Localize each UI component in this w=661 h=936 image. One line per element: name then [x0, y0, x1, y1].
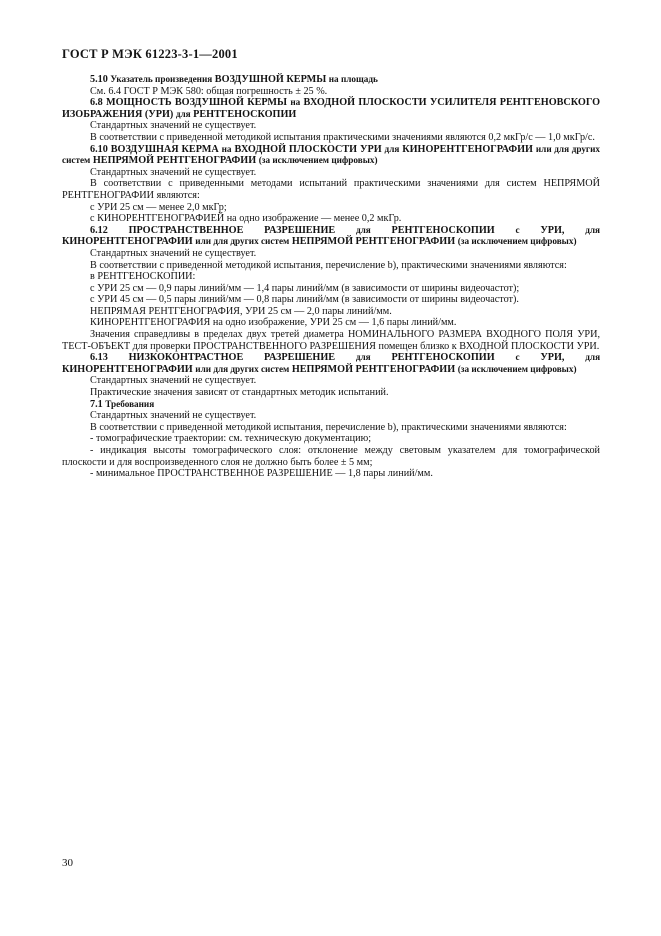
paragraph: КИНОРЕНТГЕНОГРАФИЯ на одно изображение, УРИ 25 см — 1,6 пары линий/мм.: [90, 317, 457, 329]
paragraph: Стандартных значений не существует.: [90, 375, 257, 387]
section-heading-6-8: 6.8 МОЩНОСТЬ ВОЗДУШНОЙ КЕРМЫ на ВХОДНОЙ ПЛОСКОСТИ УСИЛИТЕЛЯ РЕНТГЕНОВСКОГО ИЗОБРАЖЕНИЯ (УРИ) для РЕНТГЕНОСКОПИИ: [62, 97, 600, 120]
document-body: [62, 74, 600, 480]
page-number: 30: [62, 857, 73, 869]
list-item: - минимальное ПРОСТРАНСТВЕННОЕ РАЗРЕШЕНИЕ — 1,8 пары линий/мм.: [90, 468, 433, 480]
paragraph: В соответствии с приведенной методикой испытания, перечисление b), практическими значениями являются:: [90, 421, 567, 433]
paragraph: Практические значения зависят от стандартных методик испытаний.: [90, 387, 389, 399]
list-item: - индикация высоты томографического слоя: отклонение между световым указателем для томографической плоскости и для воспроизведенного слоя не должно быть более ± 5 мм;: [62, 445, 600, 468]
paragraph: Стандартных значений не существует.: [90, 166, 257, 178]
paragraph: В соответствии с приведенной методикой испытания практическими значениями являются 0,2 мкГр/с — 1,0 мкГр/с.: [90, 131, 595, 143]
paragraph: с КИНОРЕНТГЕНОГРАФИЕЙ на одно изображение — менее 0,2 мкГр.: [90, 213, 402, 225]
paragraph: с УРИ 25 см — 0,9 пары линий/мм — 1,4 пары линий/мм (в зависимости от ширины видеочастот);: [90, 282, 520, 294]
section-heading-6-13: 6.13 НИЗКОКОНТРАСТНОЕ РАЗРЕШЕНИЕ для РЕНТГЕНОСКОПИИ с УРИ, для КИНОРЕНТГЕНОГРАФИИ или для других систем НЕПРЯМОЙ РЕНТГЕНОГРАФИИ (за исключением цифровых): [62, 352, 601, 375]
section-heading-5-10: 5.10 Указатель произведения ВОЗДУШНОЙ КЕРМЫ на площадь: [90, 74, 378, 85]
list-item: - томографические траектории: см. техническую документацию;: [90, 433, 372, 445]
section-heading-6-10: 6.10 ВОЗДУШНАЯ КЕРМА на ВХОДНОЙ ПЛОСКОСТИ УРИ для КИНОРЕНТГЕНОГРАФИИ или для других систем НЕПРЯМОЙ РЕНТГЕНОГРАФИИ (за исключением цифровых): [62, 143, 600, 167]
paragraph: См. 6.4 ГОСТ Р МЭК 580: общая погрешность ± 25 %.: [90, 85, 328, 97]
paragraph: В соответствии с приведенной методикой испытания, перечисление b), практическими значениями являются:: [90, 259, 567, 271]
paragraph: Стандартных значений не существует.: [90, 410, 257, 422]
paragraph: НЕПРЯМАЯ РЕНТГЕНОГРАФИЯ, УРИ 25 см — 2,0 пары линий/мм.: [90, 305, 392, 317]
paragraph: В соответствии с приведенными методами испытаний практическими значениями для систем НЕПРЯМОЙ РЕНТГЕНОГРАФИИ являются:: [62, 178, 600, 201]
paragraph: Стандартных значений не существует.: [90, 247, 257, 259]
paragraph: в РЕНТГЕНОСКОПИИ:: [90, 271, 196, 283]
paragraph: Стандартных значений не существует.: [90, 120, 257, 132]
section-heading-7-1: 7.1 Требования: [90, 398, 155, 410]
section-heading-6-12: 6.12 ПРОСТРАНСТВЕННОЕ РАЗРЕШЕНИЕ для РЕНТГЕНОСКОПИИ с УРИ, для КИНОРЕНТГЕНОГРАФИИ или для других систем НЕПРЯМОЙ РЕНТГЕНОГРАФИИ (за исключением цифровых): [62, 224, 601, 248]
paragraph: с УРИ 45 см — 0,5 пары линий/мм — 0,8 пары линий/мм (в зависимости от ширины видеочастот).: [90, 294, 519, 306]
paragraph: с УРИ 25 см — менее 2,0 мкГр;: [90, 201, 227, 213]
paragraph: Значения справедливы в пределах двух третей диаметра НОМИНАЛЬНОГО РАЗМЕРА ВХОДНОГО ПОЛЯ УРИ, ТЕСТ-ОБЪЕКТ для проверки ПРОСТРАНСТВЕННОГО РАЗРЕШЕНИЯ помещен близко к ВХОДНОЙ ПЛОСКОСТИ УРИ.: [62, 329, 600, 352]
document-header: ГОСТ Р МЭК 61223-3-1—2001: [62, 47, 238, 61]
